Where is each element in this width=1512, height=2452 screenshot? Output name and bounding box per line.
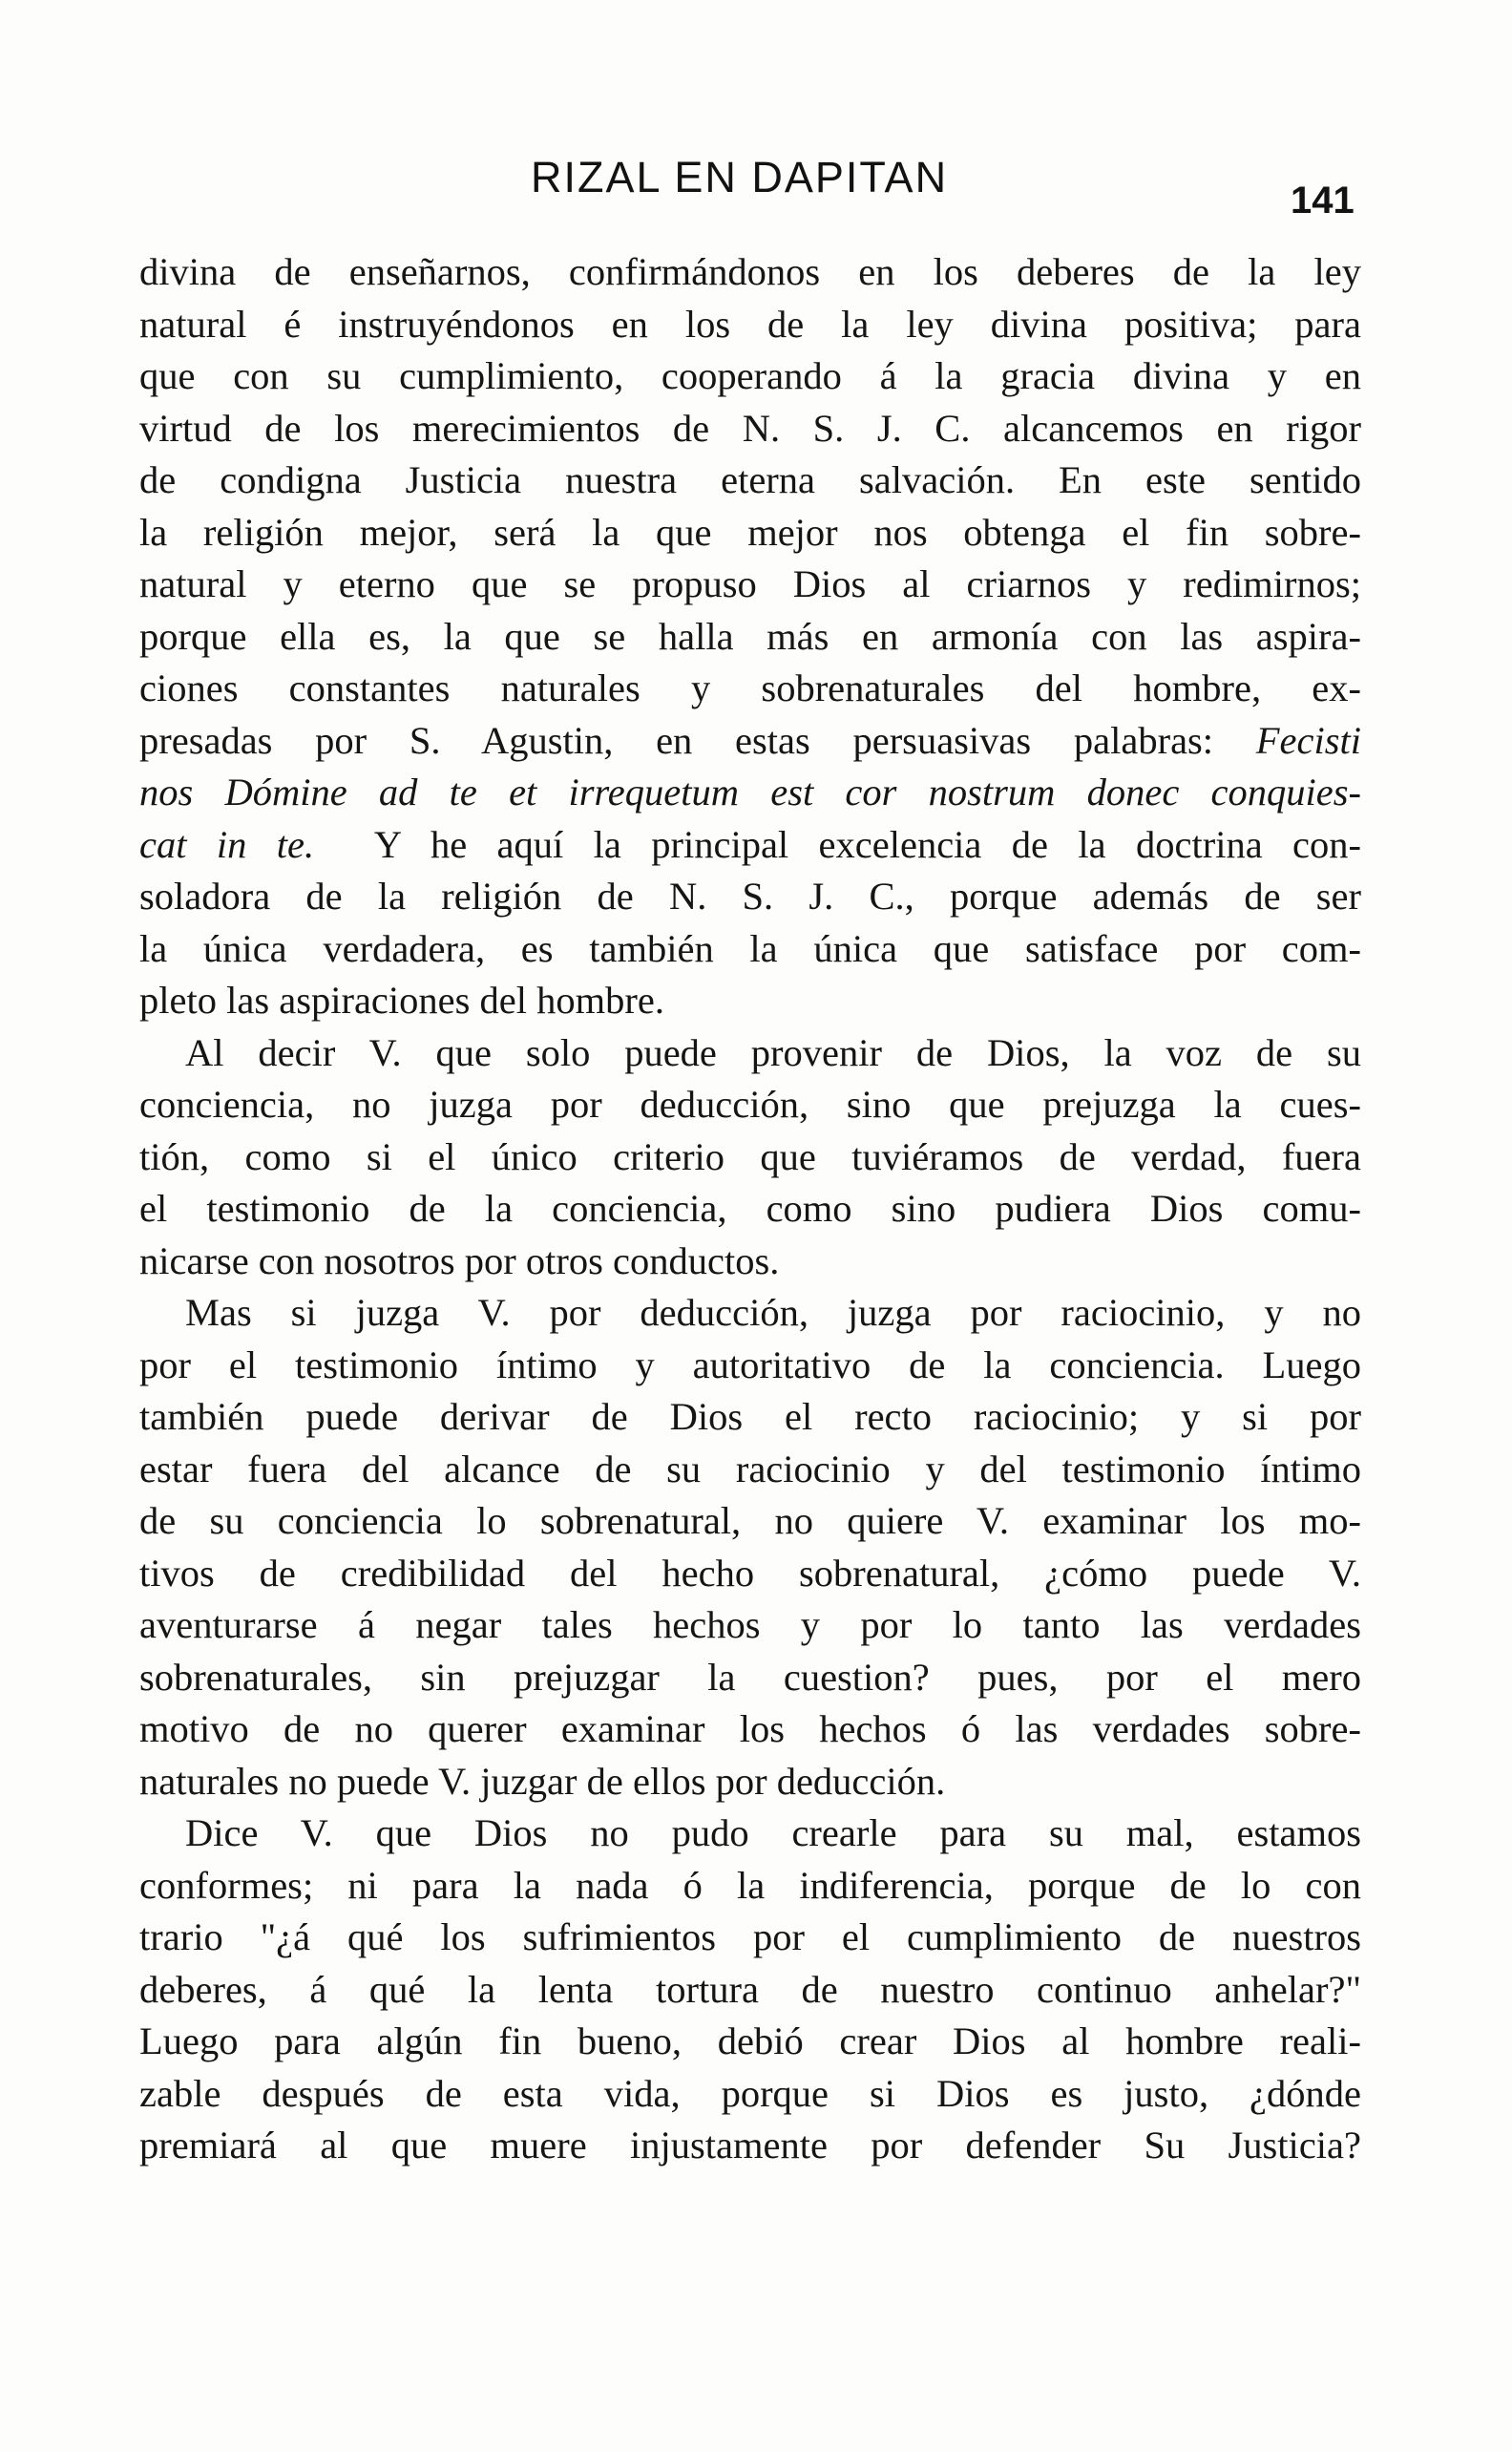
text-line: premiará al que muere injustamente por defender Su Justicia? (139, 2124, 1361, 2167)
text-line: conciencia, no juzga por deducción, sino que prejuzga la cues- (139, 1083, 1361, 1126)
page-number: 141 (1291, 180, 1354, 222)
text-line: tión, como si el único criterio que tuviéramos de verdad, fuera (139, 1134, 1361, 1178)
text-line: porque ella es, la que se halla más en armonía con las aspira- (139, 614, 1361, 658)
text-line: Al decir V. que solo puede provenir de Dios, la voz de su (185, 1030, 1361, 1074)
text-line: aventurarse á negar tales hechos y por lo tanto las verdades (139, 1603, 1361, 1646)
text-line: el testimonio de la conciencia, como sino pudiera Dios comu- (139, 1187, 1361, 1230)
text-line (139, 767, 1361, 819)
running-title: RIZAL EN DAPITAN (531, 153, 949, 201)
text-line: la religión mejor, será la que mejor nos obtenga el fin sobre- (139, 510, 1361, 554)
text-line: de condigna Justicia nuestra eterna salvación. En este sentido (139, 458, 1361, 501)
text-line: zable después de esta vida, porque si Dios es justo, ¿dónde (139, 2071, 1361, 2115)
text-line: ciones constantes naturales y sobrenaturales del hombre, ex- (139, 666, 1361, 709)
latin-quote-fragment: nos Dómine ad te et irrequetum est cor nostrum donec conquies- (139, 771, 1361, 814)
text-line: divina de enseñarnos, confirmándonos en los deberes de la ley (139, 250, 1361, 293)
text-line: también puede derivar de Dios el recto raciocinio; y si por (139, 1395, 1361, 1438)
text-line: estar fuera del alcance de su raciocinio y del testimonio íntimo (139, 1447, 1361, 1490)
text-line (139, 715, 1361, 768)
text-fragment: presadas por S. Agustin, en estas persuasivas palabras: (139, 718, 1214, 762)
text-line: Mas si juzga V. por deducción, juzga por raciocinio, y no (185, 1291, 1361, 1334)
text-line: natural é instruyéndonos en los de la ley divina positiva; para (139, 302, 1361, 346)
text-line: soladora de la religión de N. S. J. C., porque además de ser (139, 875, 1361, 918)
running-head (0, 153, 1512, 220)
text-line: motivo de no querer examinar los hechos ó las verdades sobre- (139, 1707, 1361, 1750)
text-line: deberes, á qué la lenta tortura de nuestro continuo anhelar?" (139, 1967, 1361, 2011)
text-line: virtud de los merecimientos de N. S. J. C. alcancemos en rigor (139, 406, 1361, 450)
text-line (139, 819, 1361, 872)
latin-quote-fragment: cat in te. (139, 822, 315, 866)
latin-quote-fragment: Fecisti (1255, 718, 1361, 762)
text-fragment: Y he aquí la principal excelencia de la doctrina con- (373, 822, 1361, 866)
text-line: natural y eterno que se propuso Dios al criarnos y redimirnos; (139, 562, 1361, 605)
text-line: tivos de credibilidad del hecho sobrenatural, ¿cómo puede V. (139, 1551, 1361, 1595)
text-line: pleto las aspiraciones del hombre. (139, 979, 664, 1022)
text-line: sobrenaturales, sin prejuzgar la cuestion? pues, por el mero (139, 1655, 1361, 1699)
text-line: Dice V. que Dios no pudo crearle para su mal, estamos (185, 1811, 1361, 1854)
body-text (139, 246, 1361, 2172)
text-line: naturales no puede V. juzgar de ellos por deducción. (139, 1759, 946, 1803)
text-line: por el testimonio íntimo y autoritativo de la conciencia. Luego (139, 1342, 1361, 1386)
text-line: Luego para algún fin bueno, debió crear Dios al hombre reali- (139, 2019, 1361, 2062)
text-line: la única verdadera, es también la única que satisface por com- (139, 926, 1361, 970)
text-line: nicarse con nosotros por otros conductos. (139, 1238, 780, 1282)
text-line: conformes; ni para la nada ó la indiferencia, porque de lo con (139, 1863, 1361, 1907)
text-line: trario "¿á qué los sufrimientos por el cumplimiento de nuestros (139, 1915, 1361, 1958)
text-line: que con su cumplimiento, cooperando á la gracia divina y en (139, 354, 1361, 397)
text-line: de su conciencia lo sobrenatural, no quiere V. examinar los mo- (139, 1499, 1361, 1542)
